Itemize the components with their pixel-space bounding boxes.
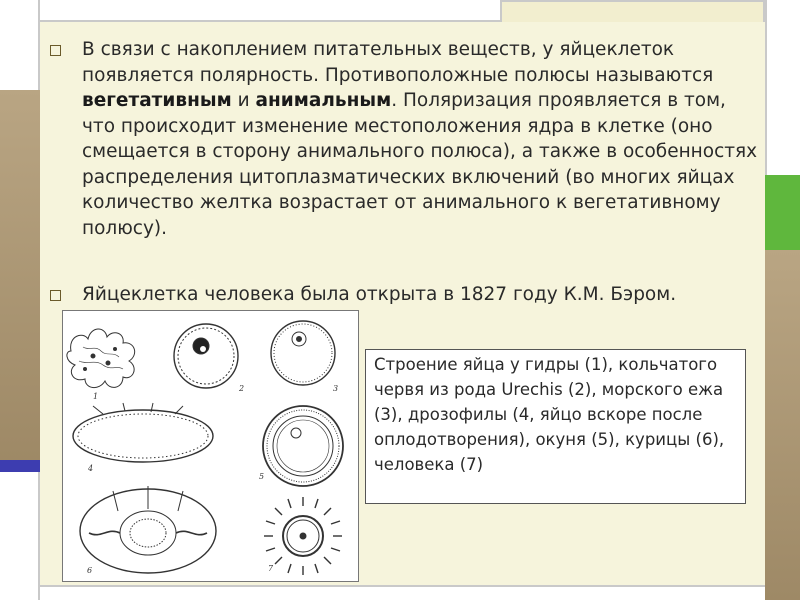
frame-block-left-top bbox=[0, 0, 40, 90]
frame-block-right-top bbox=[765, 0, 800, 175]
panel-number-7: 7 bbox=[268, 564, 274, 573]
bullet-paragraph-polarity bbox=[82, 37, 762, 241]
frame-block-left-tan bbox=[0, 90, 40, 460]
square-bullet-icon bbox=[50, 45, 61, 56]
panel-number-6: 6 bbox=[87, 566, 93, 575]
frame-block-bottom bbox=[40, 585, 765, 600]
hydra-egg-drawing bbox=[67, 329, 135, 388]
panel-number-4: 4 bbox=[88, 464, 94, 473]
figure-caption-box: Строение яйца у гидры (1), кольчатого червя из рода Urechis (2), морского ежа (3), дрозофилы (4, яйцо вскоре после оплодотворения), окуня (5), курицы (6), человека (7) bbox=[365, 349, 746, 504]
sea-urchin-egg-drawing bbox=[271, 321, 335, 385]
egg-drawings bbox=[63, 311, 358, 581]
frame-block-right-green bbox=[765, 175, 800, 250]
drosophila-egg-drawing bbox=[73, 403, 213, 462]
paragraph-text: и bbox=[231, 90, 256, 111]
bullet-paragraph-discovery: Яйцеклетка человека была открыта в 1827 году К.М. Бэром. bbox=[82, 284, 677, 305]
frame-block-left-blue bbox=[0, 460, 40, 472]
panel-number-1: 1 bbox=[93, 392, 99, 401]
paragraph-text: В связи с накоплением питательных веществ, у яйцеклеток появляется полярность. Противоположные полюсы называются bbox=[82, 39, 714, 86]
panel-number-2: 2 bbox=[239, 384, 245, 393]
perch-egg-drawing bbox=[263, 406, 343, 486]
human-egg-drawing bbox=[264, 497, 342, 575]
urechis-egg-drawing bbox=[174, 324, 238, 388]
frame-block-top-strip bbox=[40, 0, 500, 22]
term-animal: анимальным bbox=[255, 90, 392, 111]
frame-block-right-tan bbox=[765, 250, 800, 600]
panel-number-5: 5 bbox=[259, 472, 265, 481]
term-vegetative: вегетативным bbox=[82, 90, 232, 111]
panel-number-3: 3 bbox=[333, 384, 339, 393]
egg-structure-figure bbox=[62, 310, 359, 582]
paragraph-text: . Поляризация проявляется в том, что происходит изменение местоположения ядра в клетке (оно смещается в сторону анимального полюса), а также в особенностях распределения цитоплазматических включений (во многих яйцах количество желтка возрастает от анимального к вегетативному полюсу). bbox=[82, 90, 758, 239]
hen-egg-drawing bbox=[80, 486, 216, 573]
square-bullet-icon bbox=[50, 290, 61, 301]
frame-block-left-bottom bbox=[0, 472, 40, 600]
